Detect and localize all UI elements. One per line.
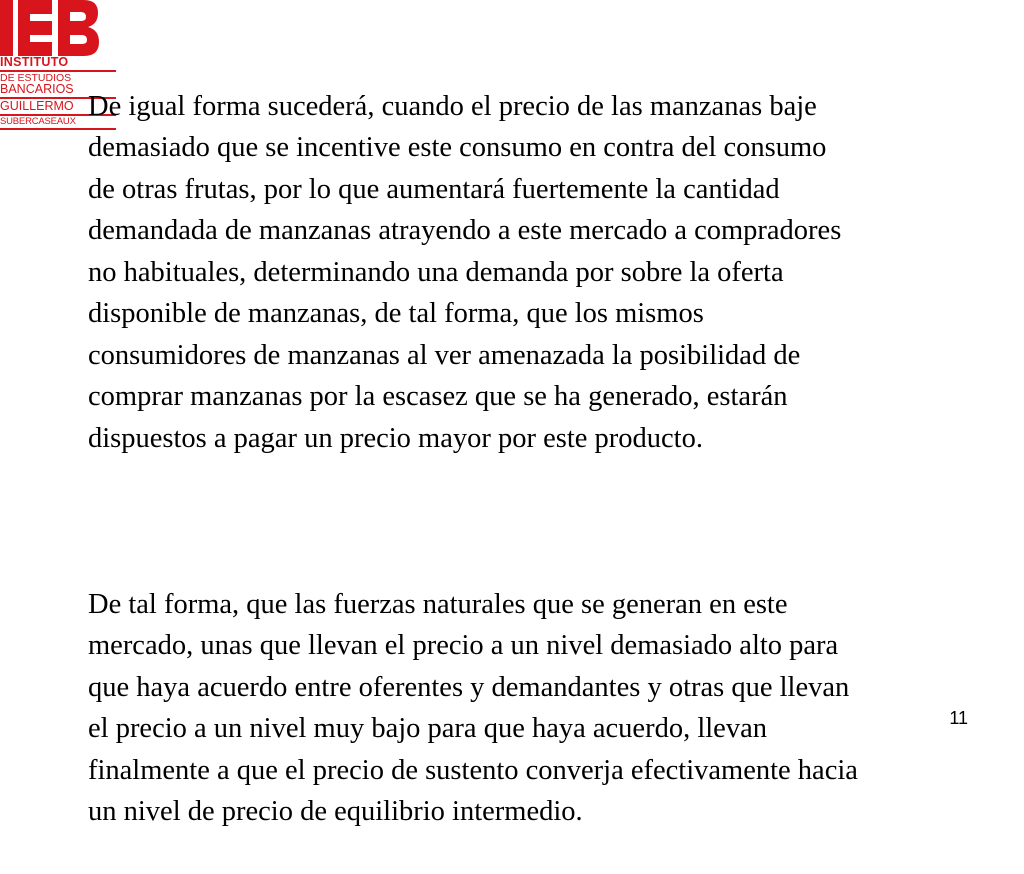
ieb-logo-mark-icon bbox=[0, 0, 100, 56]
logo-line-5: SUBERCASEAUX bbox=[0, 115, 76, 127]
slide-body bbox=[88, 44, 1018, 874]
page-number: 11 bbox=[949, 708, 968, 728]
logo-line-3: BANCARIOS bbox=[0, 82, 74, 97]
logo-line-1: INSTITUTO bbox=[0, 55, 69, 69]
paragraph-supply-demand-low-price: De igual forma sucederá, cuando el precio de las manzanas baje demasiado que se incentive este consumo en contra del consumo de otras frutas, por lo que aumentará fuertemente la cantidad demandada de manzanas atrayendo a este mercado a compradores no habituales, determinando una demanda por sobre la oferta disponible de manzanas, de tal forma, que los mismos consumidores de manzanas al ver amenazada la posibilidad de comprar manzanas por la escasez que se ha generado, estarán dispuestos a pagar un precio mayor por este producto. bbox=[88, 90, 842, 454]
logo-line-4: GUILLERMO bbox=[0, 99, 74, 114]
paragraph-spacer bbox=[88, 501, 1018, 543]
paragraph-equilibrium-price: De tal forma, que las fuerzas naturales que se generan en este mercado, unas que llevan el precio a un nivel demasiado alto para que haya acuerdo entre oferentes y demandantes y otras que llevan el precio a un nivel muy bajo para que haya acuerdo, llevan finalmente a que el precio de sustento converja efectivamente hacia un nivel de precio de equilibrio intermedio. bbox=[88, 588, 858, 827]
logo-line-2: DE ESTUDIOS bbox=[0, 71, 72, 84]
